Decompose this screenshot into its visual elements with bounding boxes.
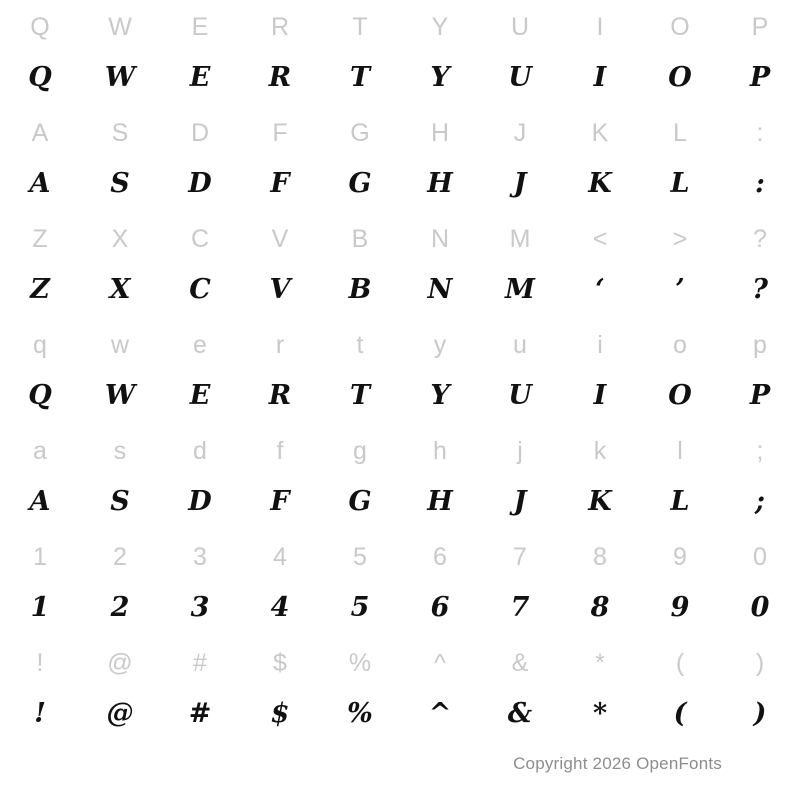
glyph-cell: K: [591, 118, 609, 147]
glyph-cell: Y: [431, 12, 449, 41]
glyph-cell: 0: [750, 591, 770, 623]
specimen-sample-row: [0, 264, 800, 318]
glyph-cell: C: [190, 224, 210, 253]
glyph-cell: r: [275, 330, 285, 359]
glyph-cell: Z: [30, 273, 50, 305]
specimen-reference-row: [0, 212, 800, 264]
specimen-reference-row: [0, 530, 800, 582]
footer: [0, 754, 800, 774]
glyph-cell: Y: [430, 379, 450, 411]
glyph-cell: O: [668, 61, 692, 93]
glyph-cell: #: [193, 648, 207, 677]
glyph-cell: u: [513, 330, 527, 359]
glyph-cell: &: [511, 648, 529, 677]
glyph-cell: 4: [270, 591, 290, 623]
glyph-cell: %: [347, 697, 373, 729]
glyph-cell: Z: [32, 224, 48, 253]
glyph-cell: 3: [193, 542, 207, 571]
glyph-cell: P: [749, 61, 771, 93]
glyph-cell: L: [673, 118, 687, 147]
glyph-cell: l: [677, 436, 683, 465]
glyph-cell: w: [110, 330, 130, 359]
glyph-cell: !: [34, 697, 46, 729]
glyph-cell: P: [749, 379, 771, 411]
glyph-cell: 9: [673, 542, 687, 571]
glyph-cell: ): [755, 648, 765, 677]
glyph-cell: j: [517, 436, 523, 465]
glyph-cell: :: [756, 118, 764, 147]
specimen-sample-row: [0, 582, 800, 636]
glyph-cell: D: [190, 118, 210, 147]
glyph-cell: I: [596, 12, 604, 41]
glyph-cell: %: [348, 648, 372, 677]
specimen-reference-row: [0, 0, 800, 52]
glyph-cell: (: [675, 648, 685, 677]
glyph-cell: $: [270, 697, 290, 729]
glyph-cell: :: [755, 167, 765, 199]
glyph-cell: X: [109, 273, 131, 305]
glyph-cell: p: [753, 330, 767, 359]
glyph-cell: O: [670, 12, 690, 41]
glyph-cell: *: [595, 648, 605, 677]
glyph-cell: K: [588, 485, 612, 517]
glyph-cell: 6: [430, 591, 450, 623]
glyph-cell: I: [593, 379, 607, 411]
glyph-cell: E: [189, 379, 211, 411]
glyph-cell: y: [433, 330, 447, 359]
glyph-cell: F: [272, 118, 288, 147]
glyph-cell: 1: [33, 542, 47, 571]
glyph-cell: O: [668, 379, 692, 411]
glyph-cell: a: [33, 436, 47, 465]
glyph-cell: W: [104, 379, 136, 411]
glyph-cell: Y: [430, 61, 450, 93]
glyph-cell: H: [427, 167, 453, 199]
glyph-cell: k: [593, 436, 607, 465]
glyph-cell: D: [188, 167, 212, 199]
glyph-cell: E: [189, 61, 211, 93]
glyph-cell: ?: [752, 273, 768, 305]
glyph-cell: G: [348, 167, 372, 199]
glyph-cell: 2: [110, 591, 130, 623]
glyph-cell: K: [588, 167, 612, 199]
glyph-cell: H: [427, 485, 453, 517]
glyph-cell: &: [507, 697, 533, 729]
glyph-cell: 4: [273, 542, 287, 571]
glyph-cell: M: [509, 224, 531, 253]
glyph-cell: U: [510, 12, 530, 41]
glyph-cell: W: [104, 61, 136, 93]
glyph-cell: @: [106, 697, 134, 729]
glyph-cell: F: [270, 485, 290, 517]
glyph-cell: T: [349, 379, 371, 411]
glyph-cell: U: [508, 379, 532, 411]
glyph-cell: @: [107, 648, 133, 677]
glyph-cell: 3: [190, 591, 210, 623]
specimen-sample-row: [0, 688, 800, 742]
copyright-text: Copyright 2026 OpenFonts: [513, 754, 722, 773]
glyph-cell: g: [353, 436, 367, 465]
glyph-cell: M: [505, 273, 535, 305]
glyph-cell: d: [193, 436, 207, 465]
glyph-cell: ^: [428, 697, 452, 729]
glyph-cell: f: [276, 436, 284, 465]
glyph-cell: X: [111, 224, 129, 253]
glyph-cell: 0: [753, 542, 767, 571]
glyph-cell: ?: [753, 224, 767, 253]
glyph-cell: J: [513, 485, 527, 517]
glyph-cell: ’: [675, 273, 685, 305]
glyph-cell: *: [592, 697, 608, 729]
glyph-cell: i: [597, 330, 603, 359]
glyph-cell: 7: [510, 591, 530, 623]
specimen-reference-row: [0, 318, 800, 370]
specimen-sample-row: [0, 158, 800, 212]
glyph-cell: (: [673, 697, 687, 729]
specimen-sample-row: [0, 476, 800, 530]
glyph-cell: ): [753, 697, 767, 729]
glyph-cell: U: [508, 61, 532, 93]
glyph-cell: <: [592, 224, 608, 253]
glyph-cell: ^: [434, 648, 446, 677]
glyph-cell: S: [111, 118, 129, 147]
specimen-reference-row: [0, 424, 800, 476]
glyph-cell: W: [108, 12, 132, 41]
glyph-cell: 1: [30, 591, 50, 623]
glyph-cell: T: [352, 12, 368, 41]
glyph-cell: 7: [513, 542, 527, 571]
glyph-cell: B: [348, 273, 372, 305]
glyph-cell: J: [513, 167, 527, 199]
glyph-cell: E: [191, 12, 209, 41]
glyph-cell: V: [271, 224, 289, 253]
glyph-cell: h: [433, 436, 447, 465]
glyph-cell: L: [670, 167, 690, 199]
glyph-cell: R: [268, 379, 292, 411]
glyph-cell: H: [430, 118, 450, 147]
glyph-cell: C: [189, 273, 211, 305]
glyph-cell: F: [270, 167, 290, 199]
specimen-sample-row: [0, 52, 800, 106]
glyph-cell: D: [188, 485, 212, 517]
glyph-cell: B: [351, 224, 369, 253]
glyph-cell: A: [29, 485, 51, 517]
glyph-cell: >: [672, 224, 688, 253]
glyph-cell: A: [29, 167, 51, 199]
glyph-cell: N: [430, 224, 450, 253]
glyph-cell: Q: [28, 61, 52, 93]
glyph-cell: A: [31, 118, 49, 147]
glyph-cell: G: [348, 485, 372, 517]
glyph-cell: 9: [670, 591, 690, 623]
glyph-cell: R: [268, 61, 292, 93]
glyph-cell: ;: [756, 436, 764, 465]
glyph-cell: 8: [593, 542, 607, 571]
glyph-cell: L: [670, 485, 690, 517]
specimen-reference-row: [0, 636, 800, 688]
glyph-cell: $: [273, 648, 287, 677]
glyph-cell: Q: [30, 12, 50, 41]
glyph-cell: o: [673, 330, 687, 359]
glyph-cell: S: [110, 485, 130, 517]
glyph-cell: P: [751, 12, 769, 41]
glyph-cell: T: [349, 61, 371, 93]
glyph-cell: Q: [28, 379, 52, 411]
glyph-cell: S: [110, 167, 130, 199]
glyph-cell: ‘: [595, 273, 605, 305]
glyph-cell: N: [427, 273, 453, 305]
glyph-cell: R: [270, 12, 290, 41]
glyph-cell: q: [33, 330, 47, 359]
glyph-cell: e: [193, 330, 207, 359]
glyph-cell: 8: [590, 591, 610, 623]
specimen-reference-row: [0, 106, 800, 158]
glyph-cell: 5: [353, 542, 367, 571]
glyph-cell: s: [113, 436, 127, 465]
glyph-cell: J: [513, 118, 527, 147]
glyph-cell: ;: [755, 485, 765, 517]
glyph-cell: V: [269, 273, 291, 305]
glyph-cell: I: [593, 61, 607, 93]
glyph-cell: 5: [350, 591, 370, 623]
specimen-sample-row: [0, 370, 800, 424]
glyph-cell: #: [188, 697, 212, 729]
glyph-cell: t: [356, 330, 364, 359]
glyph-cell: !: [36, 648, 44, 677]
glyph-cell: G: [350, 118, 370, 147]
glyph-cell: 2: [113, 542, 127, 571]
glyph-cell: 6: [433, 542, 447, 571]
